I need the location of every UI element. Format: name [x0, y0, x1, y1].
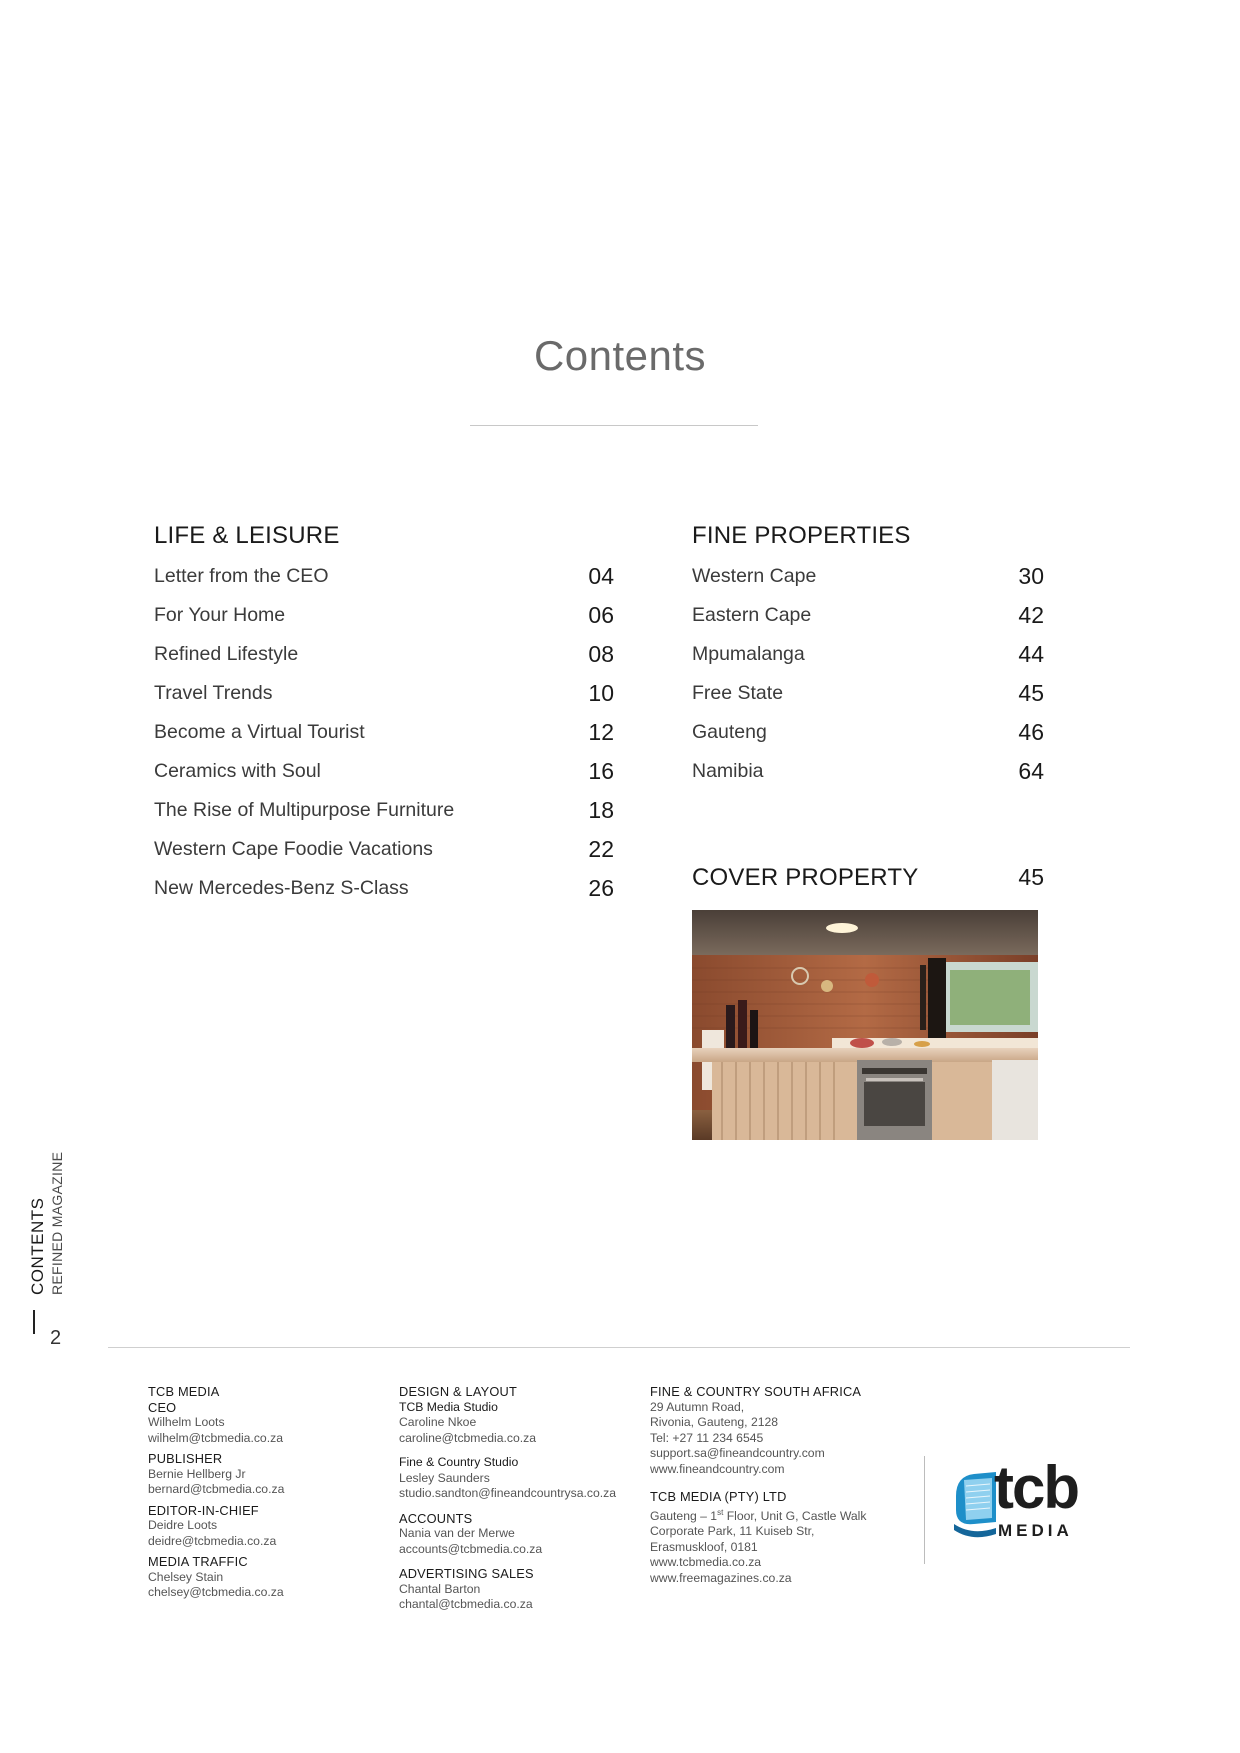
credits-column-production	[399, 1384, 639, 1618]
toc-entry[interactable]	[692, 643, 1044, 682]
toc-entry-label: Ceramics with Soul	[154, 760, 321, 782]
cover-property-photo[interactable]	[692, 910, 1038, 1140]
fine-properties-section	[692, 522, 1044, 799]
credit-role: MEDIA TRAFFIC	[148, 1554, 248, 1569]
toc-entry-page: 64	[1018, 758, 1044, 784]
toc-entry[interactable]	[154, 604, 614, 643]
credit-email[interactable]: support.sa@fineandcountry.com	[650, 1446, 825, 1460]
fine-properties-list	[692, 565, 1044, 799]
life-leisure-list	[154, 565, 614, 916]
toc-entry-page: 46	[1018, 719, 1044, 745]
credit-role: ACCOUNTS	[399, 1510, 473, 1526]
toc-entry[interactable]	[692, 682, 1044, 721]
side-rail-tick	[33, 1310, 35, 1334]
side-rail-section: CONTENTS	[28, 1197, 47, 1295]
toc-entry[interactable]	[154, 643, 614, 682]
credit-name: Nania van der Merwe	[399, 1526, 515, 1540]
credit-role: EDITOR-IN-CHIEF	[148, 1502, 259, 1518]
credit-studio: Fine & Country Studio	[399, 1455, 519, 1469]
toc-entry-label: Travel Trends	[154, 682, 273, 704]
section-heading-cover-property: COVER PROPERTY	[692, 864, 919, 891]
toc-entry[interactable]	[154, 682, 614, 721]
credit-name: Wilhelm Loots	[148, 1415, 225, 1429]
logo-subword: MEDIA	[998, 1521, 1073, 1540]
credit-email[interactable]: bernard@tcbmedia.co.za	[148, 1482, 285, 1496]
toc-entry-label: Eastern Cape	[692, 604, 812, 626]
credit-studio: TCB Media Studio	[399, 1399, 498, 1414]
toc-entry[interactable]	[154, 565, 614, 604]
cover-property-entry[interactable]	[692, 864, 1044, 903]
toc-entry-page: 45	[1018, 864, 1044, 890]
toc-entry-page: 18	[588, 797, 614, 823]
website-link[interactable]: www.freemagazines.co.za	[650, 1570, 792, 1585]
credit-name: Deidre Loots	[148, 1518, 218, 1532]
credit-name: Lesley Saunders	[399, 1470, 490, 1485]
address-line: Rivonia, Gauteng, 2128	[650, 1415, 779, 1429]
website-link[interactable]: www.fineandcountry.com	[650, 1461, 785, 1476]
toc-entry-page: 06	[588, 602, 614, 628]
toc-entry-label: Western Cape	[692, 565, 817, 587]
credit-company: FINE & COUNTRY SOUTH AFRICA	[650, 1384, 862, 1399]
credit-name: Caroline Nkoe	[399, 1415, 477, 1429]
logo-divider	[924, 1456, 925, 1564]
credit-role: ADVERTISING SALES	[399, 1566, 534, 1581]
toc-entry-label: Namibia	[692, 760, 764, 782]
toc-entry-page: 22	[588, 836, 614, 862]
toc-entry-label: Free State	[692, 682, 784, 704]
credits-column-tcb	[148, 1384, 378, 1606]
toc-entry-page: 08	[588, 641, 614, 667]
address-line	[650, 1505, 910, 1525]
credit-company: TCB MEDIA (PTY) LTD	[650, 1489, 787, 1504]
kitchen-photo-illustration	[692, 910, 1038, 1140]
address-text: Floor, Unit G, Castle Walk	[723, 1508, 867, 1523]
section-heading-life-leisure: LIFE & LEISURE	[154, 522, 340, 549]
title-divider	[470, 425, 758, 426]
credit-email[interactable]: chelsey@tcbmedia.co.za	[148, 1585, 284, 1599]
footer-divider	[108, 1347, 1130, 1348]
toc-entry-page: 45	[1018, 680, 1044, 706]
toc-entry[interactable]	[154, 877, 614, 916]
toc-entry[interactable]	[154, 760, 614, 799]
page-title: Contents	[533, 332, 707, 379]
toc-entry[interactable]	[154, 721, 614, 760]
toc-entry-page: 16	[588, 758, 614, 784]
address-line: Corporate Park, 11 Kuiseb Str,	[650, 1524, 815, 1539]
credit-role: DESIGN & LAYOUT	[399, 1384, 517, 1399]
ordinal-suffix: st	[717, 1507, 724, 1517]
credit-name: Chelsey Stain	[148, 1569, 224, 1584]
section-heading-fine-properties: FINE PROPERTIES	[692, 522, 911, 549]
toc-entry-label: Western Cape Foodie Vacations	[154, 838, 433, 860]
page-number: 2	[50, 1327, 62, 1349]
address-text: Gauteng – 1	[650, 1508, 718, 1523]
phone-line: Tel: +27 11 234 6545	[650, 1430, 764, 1445]
toc-entry-label: Mpumalanga	[692, 643, 805, 665]
address-line: 29 Autumn Road,	[650, 1399, 745, 1414]
logo-wordmark: tcb	[994, 1454, 1078, 1521]
credit-email[interactable]: caroline@tcbmedia.co.za	[399, 1430, 537, 1445]
credit-email[interactable]: wilhelm@tcbmedia.co.za	[148, 1430, 283, 1445]
toc-entry-label: Gauteng	[692, 721, 767, 743]
credit-email[interactable]: chantal@tcbmedia.co.za	[399, 1597, 533, 1611]
toc-entry-label: Refined Lifestyle	[154, 643, 299, 665]
credit-email[interactable]: deidre@tcbmedia.co.za	[148, 1533, 277, 1548]
toc-entry-page: 44	[1018, 641, 1044, 667]
credit-role: PUBLISHER	[148, 1451, 223, 1466]
toc-entry-label: The Rise of Multipurpose Furniture	[154, 799, 455, 821]
toc-entry[interactable]	[692, 565, 1044, 604]
toc-entry-label: Become a Virtual Tourist	[154, 721, 365, 743]
toc-entry[interactable]	[692, 721, 1044, 760]
toc-entry[interactable]	[692, 604, 1044, 643]
life-leisure-section	[154, 522, 614, 916]
credit-email[interactable]: studio.sandton@fineandcountrysa.co.za	[399, 1486, 616, 1500]
website-link[interactable]: www.tcbmedia.co.za	[650, 1555, 762, 1570]
toc-entry-page: 04	[588, 563, 614, 589]
toc-entry-page: 26	[588, 875, 614, 901]
credit-name: Bernie Hellberg Jr	[148, 1466, 246, 1481]
tcb-media-logo	[952, 1454, 1090, 1544]
toc-entry-label: New Mercedes-Benz S-Class	[154, 877, 409, 899]
credit-role: CEO	[148, 1399, 177, 1415]
toc-entry[interactable]	[154, 838, 614, 877]
toc-entry-label: For Your Home	[154, 604, 286, 626]
credit-email[interactable]: accounts@tcbmedia.co.za	[399, 1541, 543, 1556]
credit-name: Chantal Barton	[399, 1581, 481, 1596]
address-line: Erasmuskloof, 0181	[650, 1539, 758, 1554]
toc-entry-page: 42	[1018, 602, 1044, 628]
toc-entry[interactable]	[692, 760, 1044, 799]
toc-entry-label: Letter from the CEO	[154, 565, 329, 587]
toc-entry[interactable]	[154, 799, 614, 838]
toc-entry-page: 12	[588, 719, 614, 745]
side-rail-text	[28, 1152, 66, 1295]
credits-column-addresses	[650, 1384, 910, 1591]
toc-entry-page: 30	[1018, 563, 1044, 589]
toc-entry-page: 10	[588, 680, 614, 706]
credit-company: TCB MEDIA	[148, 1384, 220, 1399]
side-rail-magazine: REFINED MAGAZINE	[49, 1151, 65, 1295]
